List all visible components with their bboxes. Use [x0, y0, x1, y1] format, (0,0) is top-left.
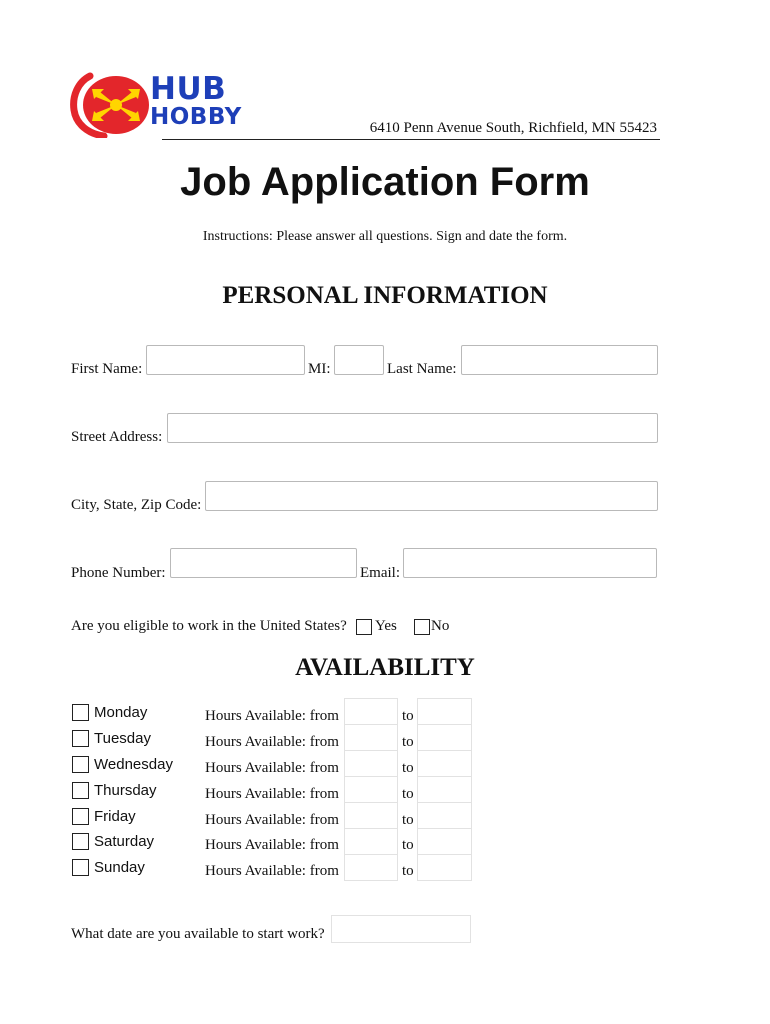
- street-address-field[interactable]: [167, 413, 658, 443]
- thursday-to-field[interactable]: [417, 776, 472, 803]
- tuesday-checkbox[interactable]: [72, 730, 89, 747]
- street-address-label: Street Address:: [71, 429, 163, 445]
- hours-to-label: to: [402, 786, 414, 802]
- header-divider: [162, 139, 660, 140]
- day-label-thursday: Thursday: [94, 782, 157, 799]
- friday-to-field[interactable]: [417, 802, 472, 829]
- phone-number-field[interactable]: [170, 548, 357, 578]
- monday-to-field[interactable]: [417, 698, 472, 725]
- eligible-yes-checkbox[interactable]: [356, 619, 372, 635]
- last-name-label: Last Name:: [387, 361, 457, 377]
- page-title: Job Application Form: [180, 160, 590, 204]
- sunday-checkbox[interactable]: [72, 859, 89, 876]
- hours-from-label: Hours Available: from: [205, 786, 339, 802]
- saturday-checkbox[interactable]: [72, 833, 89, 850]
- saturday-to-field[interactable]: [417, 828, 472, 855]
- hours-to-label: to: [402, 837, 414, 853]
- eligible-no-checkbox[interactable]: [414, 619, 430, 635]
- wednesday-to-field[interactable]: [417, 750, 472, 777]
- mi-field[interactable]: [334, 345, 384, 375]
- eligible-no-label: No: [431, 618, 450, 634]
- hours-to-label: to: [402, 734, 414, 750]
- hours-from-label: Hours Available: from: [205, 760, 339, 776]
- thursday-checkbox[interactable]: [72, 782, 89, 799]
- day-label-tuesday: Tuesday: [94, 730, 151, 747]
- day-label-friday: Friday: [94, 808, 136, 825]
- friday-checkbox[interactable]: [72, 808, 89, 825]
- hours-to-label: to: [402, 863, 414, 879]
- start-date-field[interactable]: [331, 915, 471, 943]
- logo-emblem-icon: [70, 70, 150, 138]
- availability-heading: AVAILABILITY: [295, 654, 475, 681]
- hours-from-label: Hours Available: from: [205, 734, 339, 750]
- hub-hobby-logo: [70, 70, 270, 138]
- sunday-to-field[interactable]: [417, 854, 472, 881]
- company-address: 6410 Penn Avenue South, Richfield, MN 55423: [369, 120, 657, 136]
- logo-text-hobby: HOBBY: [150, 104, 242, 130]
- eligible-yes-label: Yes: [375, 618, 397, 634]
- day-label-sunday: Sunday: [94, 859, 145, 876]
- day-label-wednesday: Wednesday: [94, 756, 173, 773]
- hours-to-label: to: [402, 760, 414, 776]
- email-field[interactable]: [403, 548, 657, 578]
- sunday-from-field[interactable]: [344, 854, 398, 881]
- personal-information-heading: PERSONAL INFORMATION: [222, 282, 548, 309]
- phone-number-label: Phone Number:: [71, 565, 166, 581]
- start-date-label: What date are you available to start work?: [71, 926, 325, 942]
- city-state-zip-label: City, State, Zip Code:: [71, 497, 202, 513]
- saturday-from-field[interactable]: [344, 828, 398, 855]
- hours-from-label: Hours Available: from: [205, 812, 339, 828]
- monday-checkbox[interactable]: [72, 704, 89, 721]
- hours-to-label: to: [402, 708, 414, 724]
- monday-from-field[interactable]: [344, 698, 398, 725]
- hours-from-label: Hours Available: from: [205, 708, 339, 724]
- day-label-saturday: Saturday: [94, 833, 155, 850]
- email-label: Email:: [360, 565, 400, 581]
- hours-from-label: Hours Available: from: [205, 863, 339, 879]
- logo-text-hub: HUB: [150, 71, 227, 107]
- wednesday-from-field[interactable]: [344, 750, 398, 777]
- last-name-field[interactable]: [461, 345, 658, 375]
- friday-from-field[interactable]: [344, 802, 398, 829]
- tuesday-from-field[interactable]: [344, 724, 398, 751]
- tuesday-to-field[interactable]: [417, 724, 472, 751]
- first-name-field[interactable]: [146, 345, 305, 375]
- wednesday-checkbox[interactable]: [72, 756, 89, 773]
- hours-from-label: Hours Available: from: [205, 837, 339, 853]
- hours-to-label: to: [402, 812, 414, 828]
- first-name-label: First Name:: [71, 361, 143, 377]
- eligibility-question: Are you eligible to work in the United States?: [71, 618, 347, 634]
- city-state-zip-field[interactable]: [205, 481, 658, 511]
- day-label-monday: Monday: [94, 704, 148, 721]
- thursday-from-field[interactable]: [344, 776, 398, 803]
- mi-label: MI:: [308, 361, 331, 377]
- instructions-text: Instructions: Please answer all questions. Sign and date the form.: [202, 229, 568, 244]
